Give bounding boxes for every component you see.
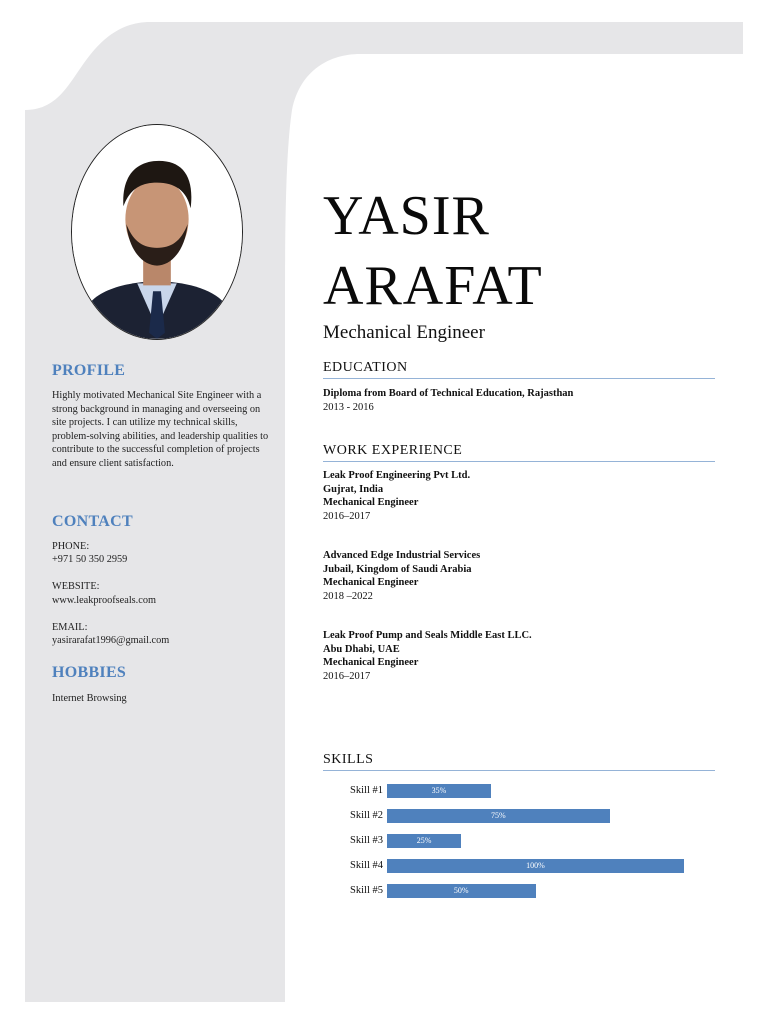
last-name: ARAFAT (323, 255, 543, 317)
work-entry-3 (323, 629, 532, 683)
skill-label: Skill #2 (350, 810, 383, 821)
phone-label: PHONE: (52, 541, 90, 552)
work-years: 2016–2017 (323, 510, 371, 522)
website-label: WEBSITE: (52, 581, 100, 592)
skill-row (323, 834, 723, 850)
skill-row (323, 809, 723, 825)
work-role: Mechanical Engineer (323, 577, 419, 589)
skill-bar: 25% (387, 834, 461, 848)
job-title: Mechanical Engineer (323, 322, 485, 343)
skill-label: Skill #4 (350, 860, 383, 871)
work-company: Leak Proof Pump and Seals Middle East LLC. (323, 630, 532, 641)
skill-row (323, 859, 723, 875)
skill-label: Skill #5 (350, 885, 383, 896)
first-name: YASIR (323, 185, 490, 247)
work-entry-1 (323, 469, 470, 523)
work-heading: WORK EXPERIENCE (323, 443, 715, 462)
work-years: 2018 –2022 (323, 590, 373, 602)
education-heading: EDUCATION (323, 360, 715, 379)
email-value[interactable]: yasirarafat1996@gmail.com (52, 635, 170, 646)
work-location: Abu Dhabi, UAE (323, 643, 400, 655)
profile-heading: PROFILE (52, 362, 126, 379)
work-location: Gujrat, India (323, 483, 384, 495)
skills-heading: SKILLS (323, 752, 715, 771)
skill-row (323, 884, 723, 900)
hobbies-heading: HOBBIES (52, 664, 127, 681)
phone-value: +971 50 350 2959 (52, 554, 128, 565)
education-years: 2013 - 2016 (323, 401, 374, 413)
email-label: EMAIL: (52, 622, 88, 633)
website-value[interactable]: www.leakproofseals.com (52, 595, 156, 606)
work-role: Mechanical Engineer (323, 657, 419, 669)
skill-bar: 35% (387, 784, 491, 798)
profile-photo (71, 124, 243, 340)
education-title: Diploma from Board of Technical Education, Rajasthan (323, 388, 574, 399)
work-location: Jubail, Kingdom of Saudi Arabia (323, 563, 472, 575)
skill-bar: 75% (387, 809, 610, 823)
work-company: Advanced Edge Industrial Services (323, 550, 481, 561)
portrait-image (72, 125, 242, 339)
work-years: 2016–2017 (323, 670, 371, 682)
work-role: Mechanical Engineer (323, 497, 419, 509)
hobbies-text: Internet Browsing (52, 693, 127, 704)
skill-bar: 50% (387, 884, 536, 898)
work-company: Leak Proof Engineering Pvt Ltd. (323, 470, 471, 481)
skill-row (323, 784, 723, 800)
education-entry (323, 387, 573, 414)
contact-heading: CONTACT (52, 513, 133, 530)
skill-label: Skill #1 (350, 785, 383, 796)
skill-bar: 100% (387, 859, 684, 873)
work-entry-2 (323, 549, 480, 603)
skill-label: Skill #3 (350, 835, 383, 846)
profile-text: Highly motivated Mechanical Site Engineer with a strong background in managing and overseeing on site projects. I can utilize my technical skills, problem-solving abilities, and leadership qualities to contribute to the successful completion of projects and ensure client satisfaction. (52, 390, 269, 469)
